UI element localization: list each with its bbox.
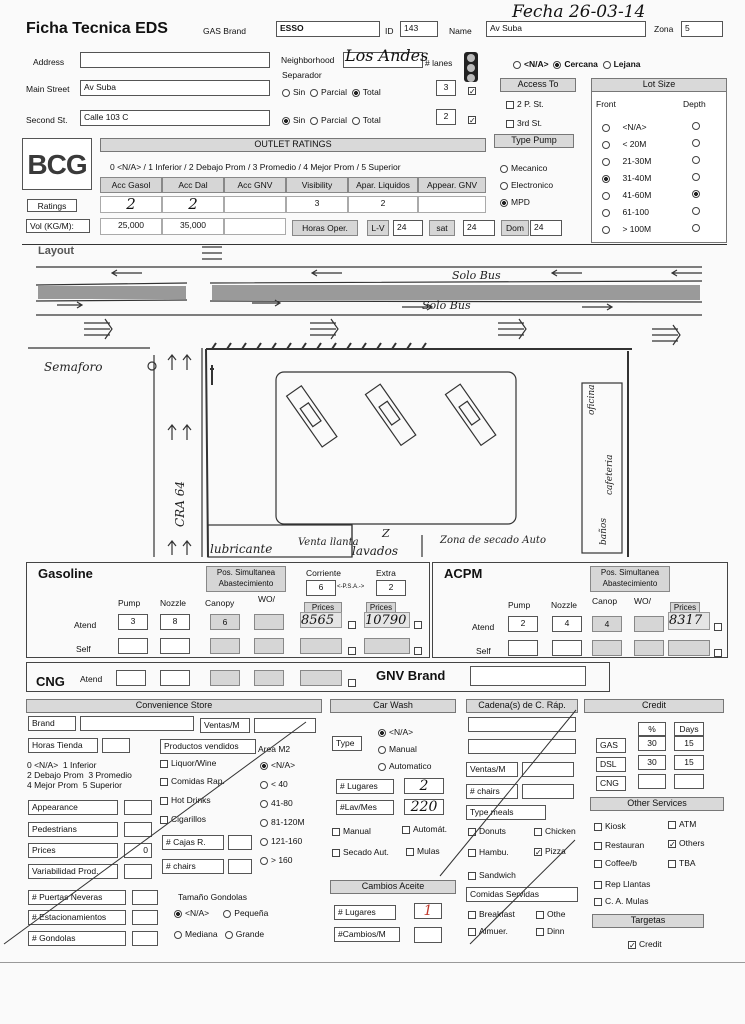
store-ventas-label: Ventas/M: [200, 718, 250, 733]
cadena-header: Cadena(s) de C. Ráp.: [466, 699, 578, 713]
acpm-self-canopy[interactable]: [592, 640, 622, 656]
separador-second-options[interactable]: Sin Parcial Total: [282, 115, 381, 125]
pump-island: [445, 384, 495, 445]
acpm-pos-sim: Pos. Simultanea Abastecimiento: [590, 566, 670, 592]
gasoline-self-canopy[interactable]: [210, 638, 240, 654]
acpm-self-price[interactable]: [668, 640, 710, 656]
carwash-secado-check[interactable]: Secado Aut.: [332, 847, 389, 857]
store-comidas[interactable]: Comidas Rap.: [160, 776, 225, 786]
zona-label: Zona: [654, 24, 674, 34]
carwash-automat-check[interactable]: Automát.: [402, 824, 447, 834]
canopy-outline: [276, 372, 516, 524]
other-atm[interactable]: ATM: [668, 819, 696, 829]
lubricante-label: lubricante: [210, 542, 273, 556]
arrow-left: [312, 270, 342, 276]
cadena-chairs-label: # chairs: [466, 784, 518, 799]
other-services-header: Other Services: [590, 797, 724, 811]
acpm-self-label: Self: [476, 646, 491, 656]
layout-sketch: [22, 245, 727, 560]
outlet-ratings-header: OUTLET RATINGS: [100, 138, 486, 152]
gasoline-self-check-1[interactable]: [348, 642, 359, 660]
cadena-dinn[interactable]: Dinn: [536, 926, 564, 936]
lanes-main-check[interactable]: ✓: [469, 86, 476, 96]
lv-field[interactable]: 24: [393, 220, 423, 236]
gasoline-price-check-1[interactable]: [348, 616, 359, 634]
pump-mpd[interactable]: MPD: [500, 197, 530, 207]
pump-electronico[interactable]: Electronico: [500, 180, 553, 190]
pump-mecanico[interactable]: Mecanico: [500, 163, 547, 173]
gasoline-prices-label: Prices: [304, 602, 342, 614]
lot-boundary: [206, 349, 632, 557]
acpm-price-check[interactable]: [714, 618, 725, 636]
store-chairs-label: # chairs: [162, 859, 224, 874]
cadena-almuer[interactable]: Almuer.: [468, 926, 508, 936]
arrow-right: [582, 304, 612, 310]
acpm-pump-label: Pump: [508, 600, 531, 610]
extra-label: Extra: [376, 568, 396, 578]
extra-field[interactable]: 2: [376, 580, 406, 596]
acpm-self-wo[interactable]: [634, 640, 664, 656]
gasoline-pump-label: Pump: [118, 598, 141, 608]
targetas-credit[interactable]: ✓ Credit: [629, 939, 662, 950]
store-cigarillos[interactable]: Cigarillos: [160, 814, 206, 824]
semaforo-icon: [148, 362, 156, 370]
lot-front-label: Front: [596, 99, 616, 109]
banos-label: baños: [599, 518, 609, 545]
solo-bus-label-2: Solo Bus: [422, 299, 471, 312]
gasoline-self-price-2[interactable]: [364, 638, 410, 654]
page-bottom-line: [0, 962, 745, 963]
acpm-self-pump[interactable]: [508, 640, 538, 656]
dom-field[interactable]: 24: [530, 220, 562, 236]
store-prices-field[interactable]: 0: [124, 843, 152, 858]
cng-nozzle-field[interactable]: [160, 670, 190, 686]
traffic-light-icon: [464, 52, 478, 82]
oficina-label: oficina: [587, 384, 597, 415]
other-llantas[interactable]: Rep Llantas: [594, 879, 650, 889]
arrow-right: [57, 302, 82, 308]
vol-gnv[interactable]: [224, 218, 286, 235]
arrow-up: [168, 355, 191, 370]
rating-apar-liquidos[interactable]: 2: [348, 196, 418, 213]
credit-header: Credit: [584, 699, 724, 713]
credit-gas-label: GAS: [596, 738, 626, 753]
other-tba[interactable]: TBA: [668, 858, 696, 868]
z-label: Z: [382, 527, 390, 540]
arrow-left: [552, 270, 582, 276]
venta-llanta-label: Venta llanta: [298, 537, 359, 548]
carwash-type-automatico[interactable]: Automatico: [378, 761, 432, 771]
gasoline-atend-label: Atend: [74, 620, 97, 630]
type-pump-header: Type Pump: [494, 134, 574, 148]
carwash-type-manual[interactable]: Manual: [378, 744, 417, 754]
store-rating-scale: 0 <N/A> 1 Inferior 2 Debajo Prom 3 Promedio 4 Mejor Prom 5 Superior: [27, 760, 132, 790]
median-left: [38, 286, 186, 299]
other-mulas[interactable]: C. A. Mulas: [594, 896, 648, 906]
id-label: ID: [385, 26, 394, 36]
acpm-pump-field[interactable]: 2: [508, 616, 538, 632]
gasoline-wo-field[interactable]: [254, 614, 284, 630]
carwash-type-label: Type: [332, 736, 362, 751]
gasoline-price-extra[interactable]: 10790: [364, 612, 410, 628]
gnv-brand-field[interactable]: [470, 666, 586, 686]
arrow-up: [168, 425, 191, 440]
location-options[interactable]: <N/A> Cercana Lejana: [513, 59, 641, 69]
gas-brand-label: GAS Brand: [203, 26, 246, 36]
rating-acc-gasol[interactable]: 2: [100, 196, 162, 213]
cadena-breakfast[interactable]: Breakfast: [468, 909, 515, 919]
store-puertas-label: # Puertas Neveras: [28, 890, 126, 905]
gasoline-nozzle-label: Nozzle: [160, 598, 186, 608]
gasoline-price-corriente[interactable]: 8565: [300, 612, 342, 628]
gasoline-self-pump[interactable]: [118, 638, 148, 654]
acpm-wo-label: WO/: [634, 596, 651, 606]
acpm-nozzle-label: Nozzle: [551, 600, 577, 610]
zona-secado-label: Zona de secado Auto: [440, 535, 546, 546]
semaforo-label: Semaforo: [44, 360, 103, 374]
gnv-brand-label: GNV Brand: [376, 668, 446, 683]
layout-title: Layout: [38, 245, 75, 257]
cng-atend-label: Atend: [80, 674, 103, 684]
gasoline-nozzle-field[interactable]: 8: [160, 614, 190, 630]
col-acc-gasol: Acc Gasol: [100, 177, 162, 193]
median-right: [212, 285, 700, 300]
carwash-manual-check[interactable]: Manual: [332, 826, 371, 836]
neighborhood-handwritten: Los Andes: [345, 46, 429, 65]
acpm-canopy-field[interactable]: 4: [592, 616, 622, 632]
cadena-donuts[interactable]: Donuts: [468, 826, 506, 836]
lavados-label: lavados: [352, 544, 398, 558]
neighborhood-label: Neighborhood: [281, 55, 335, 65]
lot-size-options[interactable]: <N/A> < 20M 21-30M 31-40M 41-60M 61-100 > 100M: [602, 122, 722, 241]
acpm-nozzle-field[interactable]: 4: [552, 616, 582, 632]
arrow-left: [672, 270, 702, 276]
lot-depth-label: Depth: [683, 99, 706, 109]
corriente-field[interactable]: 6: [306, 580, 336, 596]
scan-artifact-lines: [0, 700, 745, 960]
separador-main-options[interactable]: Sin Parcial Total: [282, 87, 381, 97]
store-tamano-options-2[interactable]: Mediana Grande: [174, 929, 264, 939]
cadena-hambu[interactable]: Hambu.: [468, 847, 509, 857]
lanes-second-check[interactable]: ✓: [469, 115, 476, 125]
store-estacionamientos-label: # Estacionamientos: [28, 910, 126, 925]
store-hotdrinks[interactable]: Hot Drinks: [160, 795, 211, 805]
vol-label: Vol (KG/M):: [26, 219, 90, 233]
store-tamano-options-1[interactable]: <N/A> Pequeña: [174, 908, 268, 918]
col-acc-gnv: Acc GNV: [224, 177, 286, 193]
gasoline-price-check-2[interactable]: [414, 616, 425, 634]
gasoline-self-nozzle[interactable]: [160, 638, 190, 654]
credit-cng-label: CNG: [596, 776, 626, 791]
id-field[interactable]: 143: [400, 21, 438, 37]
name-label: Name: [449, 26, 472, 36]
gas-brand-field[interactable]: ESSO: [276, 21, 380, 37]
gasoline-canopy-label: Canopy: [205, 598, 235, 608]
gasoline-canopy-field[interactable]: 6: [210, 614, 240, 630]
address-field[interactable]: [80, 52, 270, 68]
credit-dsl-label: DSL: [596, 757, 626, 772]
lanes-label: # lanes: [425, 58, 453, 68]
carwash-lav-field[interactable]: 220: [404, 799, 444, 815]
cng-price-check[interactable]: [348, 674, 359, 692]
acpm-wo-field[interactable]: [634, 616, 664, 632]
gasoline-pos-sim: Pos. Simultanea Abastecimiento: [206, 566, 286, 592]
col-apar-liquidos: Apar. Liquidos: [348, 177, 418, 193]
car-wash-header: Car Wash: [330, 699, 456, 713]
other-coffee[interactable]: Coffee/b: [594, 858, 637, 868]
acpm-self-nozzle[interactable]: [552, 640, 582, 656]
acpm-title: ACPM: [444, 566, 483, 581]
acpm-canop-label: Canop: [592, 596, 618, 606]
lanes-main-field[interactable]: 3: [436, 80, 456, 96]
acpm-self-check[interactable]: [714, 644, 725, 662]
access-to-header: Access To: [500, 78, 576, 92]
cambios-aceite-header: Cambios Aceite: [330, 880, 456, 894]
acpm-atend-label: Atend: [472, 622, 495, 632]
carwash-lav-label: #Lav/Mes: [336, 800, 394, 815]
store-brand-label: Brand: [28, 716, 76, 731]
second-street-label: Second St.: [26, 115, 68, 125]
lot-entry-mark: [210, 365, 214, 385]
arrow-left: [112, 270, 142, 276]
cafeteria-label: cafeteria: [605, 454, 615, 495]
credit-gas-days[interactable]: 15: [674, 736, 704, 751]
form-title: Ficha Tecnica EDS: [26, 20, 168, 37]
carwash-type-na[interactable]: <N/A>: [378, 727, 413, 737]
corriente-label: Corriente: [306, 568, 341, 578]
zona-field[interactable]: 5: [681, 21, 723, 37]
cambios-lugares-field[interactable]: 1: [414, 903, 442, 919]
store-variabilidad-label: Variabilidad Prod.: [28, 864, 118, 879]
carwash-mulas-check[interactable]: Mulas: [406, 846, 440, 856]
separador-label: Separador: [282, 70, 322, 80]
credit-pct-label: %: [638, 722, 666, 736]
vol-gasol[interactable]: 25,000: [100, 218, 162, 235]
col-acc-dal: Acc Dal: [162, 177, 224, 193]
cng-price-field[interactable]: [300, 670, 342, 686]
store-pedestrians-label: Pedestrians: [28, 822, 118, 837]
other-others[interactable]: ✓ Others: [669, 838, 705, 849]
store-productos-label: Productos vendidos: [160, 739, 256, 754]
lanes-second-field[interactable]: 2: [436, 109, 456, 125]
store-liquor[interactable]: Liquor/Wine: [160, 758, 216, 768]
credit-dsl-days[interactable]: 15: [674, 755, 704, 770]
handwritten-date: Fecha 26-03-14: [512, 2, 646, 22]
other-restauran[interactable]: Restauran: [594, 840, 644, 850]
credit-dsl-pct[interactable]: 30: [638, 755, 666, 770]
cambios-m-label: #Cambios/M: [334, 927, 400, 942]
cng-canopy-field[interactable]: [210, 670, 240, 686]
triple-arrow: [652, 325, 680, 345]
gasoline-self-check-2[interactable]: [414, 642, 425, 660]
store-area-options[interactable]: <N/A> < 40 41-80 81-120M 121-160 > 160: [260, 760, 305, 874]
store-area-label: Area M2: [258, 744, 291, 754]
gasoline-self-label: Self: [76, 644, 91, 654]
triple-arrow: [310, 319, 338, 339]
dom-label: Dom: [501, 220, 529, 236]
acpm-price-field[interactable]: 8317: [668, 612, 710, 630]
gasoline-self-wo[interactable]: [254, 638, 284, 654]
cadena-other[interactable]: Othe: [536, 909, 565, 919]
carwash-lugares-label: # Lugares: [336, 779, 394, 794]
credit-gas-pct[interactable]: 30: [638, 736, 666, 751]
col-visibility: Visibility: [286, 177, 348, 193]
col-appear-gnv: Appear. GNV: [418, 177, 486, 193]
solo-bus-label-1: Solo Bus: [452, 269, 501, 282]
lv-label: L-V: [367, 220, 389, 236]
acpm-prices-label: Prices: [670, 602, 700, 614]
store-gondolas-label: # Gondolas: [28, 931, 126, 946]
access-3rd[interactable]: 3rd St.: [506, 118, 542, 128]
cadena-chicken[interactable]: Chicken: [534, 826, 576, 836]
sat-label: sat: [429, 220, 455, 236]
cadena-ventas-label: Ventas/M: [466, 762, 518, 777]
store-appearance-label: Appearance: [28, 800, 118, 815]
psa-label: <-P.S.A.->: [337, 584, 365, 590]
access-2p[interactable]: 2 P. St.: [506, 99, 544, 109]
store-prices-label: Prices: [28, 843, 118, 858]
cra-label: CRA 64: [173, 481, 187, 527]
horas-oper-label: Horas Oper.: [292, 220, 358, 236]
rating-visibility[interactable]: 3: [286, 196, 348, 213]
store-tamano-label: Tamaño Gondolas: [178, 892, 247, 902]
convenience-store-header: Convenience Store: [26, 699, 322, 713]
cadena-type-meals-label: Type meals: [466, 805, 546, 820]
triple-arrow: [202, 247, 222, 259]
outlet-rating-scale: 0 <N/A> / 1 Inferior / 2 Debajo Prom / 3 Promedio / 4 Mejor Prom / 5 Superior: [110, 162, 401, 172]
triple-arrow: [84, 319, 112, 339]
main-street-field[interactable]: Av Suba: [80, 80, 270, 96]
main-street-label: Main Street: [26, 84, 70, 94]
ratings-label: Ratings: [27, 199, 77, 212]
cng-pump-field[interactable]: [116, 670, 146, 686]
bcg-logo: BCG: [22, 138, 92, 190]
vol-dal[interactable]: 35,000: [162, 218, 224, 235]
cadena-pizza[interactable]: ✓ Pizza: [535, 846, 566, 857]
rating-acc-dal[interactable]: 2: [162, 196, 224, 213]
gasoline-prices2-label: Prices: [366, 602, 396, 614]
triple-arrow: [498, 319, 526, 339]
second-street-field[interactable]: Calle 103 C: [80, 110, 270, 126]
cambios-lugares-label: # Lugares: [334, 905, 396, 920]
gasoline-self-price-1[interactable]: [300, 638, 342, 654]
carwash-lugares-field[interactable]: 2: [404, 778, 444, 794]
cng-title: CNG: [36, 674, 65, 689]
cadena-sandwich[interactable]: Sandwich: [468, 870, 516, 880]
rating-acc-gnv[interactable]: [224, 196, 286, 213]
store-cajas-label: # Cajas R.: [162, 835, 224, 850]
cadena-comidas-label: Comidas Servidas: [466, 887, 578, 902]
gasoline-pump-field[interactable]: 3: [118, 614, 148, 630]
pump-island: [287, 386, 337, 447]
pump-island: [365, 384, 415, 445]
cng-wo-field[interactable]: [254, 670, 284, 686]
credit-days-label: Days: [674, 722, 704, 736]
address-label: Address: [33, 57, 65, 67]
gasoline-wo-label: WO/: [258, 594, 275, 604]
name-field[interactable]: Av Suba: [486, 21, 646, 37]
other-kiosk[interactable]: Kiosk: [594, 821, 626, 831]
gasoline-title: Gasoline: [38, 566, 93, 581]
arrow-up: [168, 541, 191, 555]
rating-appear-gnv[interactable]: [418, 196, 486, 213]
targetas-header: Targetas: [592, 914, 704, 928]
store-horas-label: Horas Tienda: [28, 738, 98, 753]
sat-field[interactable]: 24: [463, 220, 495, 236]
lot-size-header: Lot Size: [591, 78, 727, 92]
